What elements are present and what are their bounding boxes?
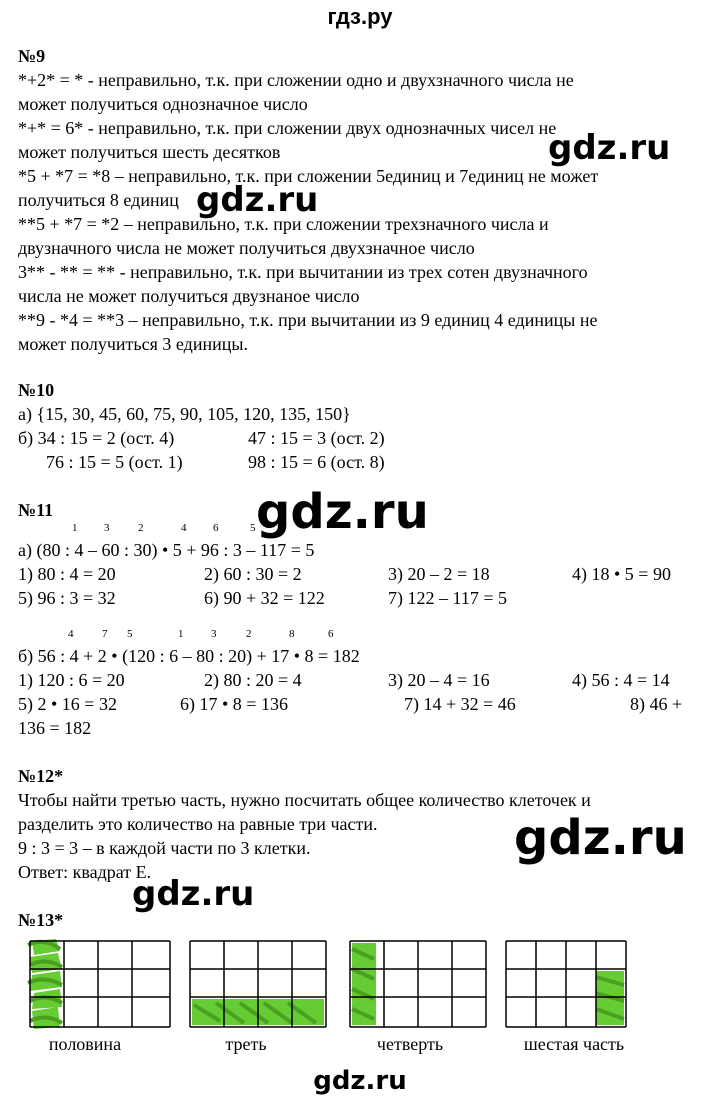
task10-line-b2: 47 : 15 = 3 (ост. 2) [248,428,385,448]
task10-line-b1: б) 34 : 15 = 2 (ост. 4) [18,428,175,448]
task12-title: №12* [18,766,64,786]
task12-line: 9 : 3 = 3 – в каждой части по 3 клетки. [18,838,311,858]
shaded-cells [28,939,62,1029]
task11-step: 6) 90 + 32 = 122 [204,588,325,608]
watermark: gdz.ru [196,180,319,220]
task11-expr-a: а) (80 : 4 – 60 : 30) • 5 + 96 : 3 – 117 = 5 [18,540,315,560]
order-number: 5 [250,522,256,534]
task11-step: 7) 122 – 117 = 5 [388,588,507,608]
task13-title: №13* [18,910,64,930]
task12-line: Ответ: квадрат Е. [18,862,152,882]
order-number: 4 [181,522,187,534]
task10-title: №10 [18,380,55,400]
watermark: gdz.ru [256,484,429,540]
task12-line: разделить это количество на равные три части. [18,814,378,834]
task10-line-a: а) {15, 30, 45, 60, 75, 90, 105, 120, 135, 150} [18,404,351,424]
task9-line: может получиться шесть десятков [18,142,281,162]
grid-half [20,935,180,1035]
order-number: 3 [211,628,217,640]
task11-expr-b: б) 56 : 4 + 2 • (120 : 6 – 80 : 20) + 17 • 8 = 182 [18,646,360,666]
task9-line: **9 - *4 = **3 – неправильно, т.к. при вычитании из 9 единиц 4 единицы не [18,310,598,330]
grid-third [180,935,340,1035]
task11-step: 3) 20 – 2 = 18 [388,564,490,584]
task10-line-b4: 98 : 15 = 6 (ост. 8) [248,452,385,472]
caption-third: треть [225,1034,267,1054]
order-number: 3 [104,522,110,534]
task11-step: 4) 56 : 4 = 14 [572,670,670,690]
task11-step: 1) 80 : 4 = 20 [18,564,116,584]
order-number: 7 [102,628,108,640]
watermark: gdz.ru [132,874,255,914]
caption-half: половина [48,1034,122,1054]
task9-line: **5 + *7 = *2 – неправильно, т.к. при сложении трехзначного числа и [18,214,549,234]
task10-line-b3: 76 : 15 = 5 (ост. 1) [46,452,183,472]
caption-quarter: четверть [376,1034,444,1054]
task9-title: №9 [18,46,46,66]
task11-step: 5) 2 • 16 = 32 [18,694,117,714]
task12-line: Чтобы найти третью часть, нужно посчитать общее количество клеточек и [18,790,591,810]
task11-step: 136 = 182 [18,718,92,738]
order-number: 5 [127,628,133,640]
watermark: gdz.ru [548,128,671,168]
task11-step: 2) 80 : 20 = 4 [204,670,302,690]
order-number: 1 [72,522,78,534]
grid-sixth [500,935,660,1035]
order-number: 1 [178,628,184,640]
order-number: 2 [138,522,144,534]
task9-line: 3** - ** = ** - неправильно, т.к. при вычитании из трех сотен двузначного [18,262,588,282]
task11-step: 5) 96 : 3 = 32 [18,588,116,608]
order-number: 4 [68,628,74,640]
task9-line: может получиться однозначное число [18,94,308,114]
shaded-cells [596,971,624,1025]
task11-step: 8) 46 + [630,694,683,714]
order-number: 6 [213,522,219,534]
task11-step: 6) 17 • 8 = 136 [180,694,288,714]
task9-line: двузначного числа не может получиться двухзначное число [18,238,475,258]
task9-line: *+2* = * - неправильно, т.к. при сложении одно и двухзначного числа не [18,70,574,90]
task11-step: 1) 120 : 6 = 20 [18,670,125,690]
caption-sixth: шестая часть [523,1034,625,1054]
task11-step: 7) 14 + 32 = 46 [404,694,516,714]
task9-line: *+* = 6* - неправильно, т.к. при сложении двух однозначных чисел не [18,118,557,138]
task9-line: получиться 8 единиц [18,190,179,210]
task9-line: числа не может получиться двузнаное число [18,286,360,306]
task11-step: 2) 60 : 30 = 2 [204,564,302,584]
task11-step: 3) 20 – 4 = 16 [388,670,490,690]
watermark: gdz.ru [514,810,687,866]
order-number: 2 [246,628,252,640]
task9-line: может получиться 3 единицы. [18,334,248,354]
order-number: 8 [289,628,295,640]
task11-step: 4) 18 • 5 = 90 [572,564,671,584]
shaded-cells [352,943,376,1025]
task9-line: *5 + *7 = *8 – неправильно, т.к. при сложении 5единиц и 7единиц не может [18,166,599,186]
site-footer: gdz.ru [313,1066,407,1096]
site-header: гдз.ру [327,4,393,29]
task11-title: №11 [18,500,54,520]
order-number: 6 [328,628,334,640]
grid-quarter [340,935,500,1035]
